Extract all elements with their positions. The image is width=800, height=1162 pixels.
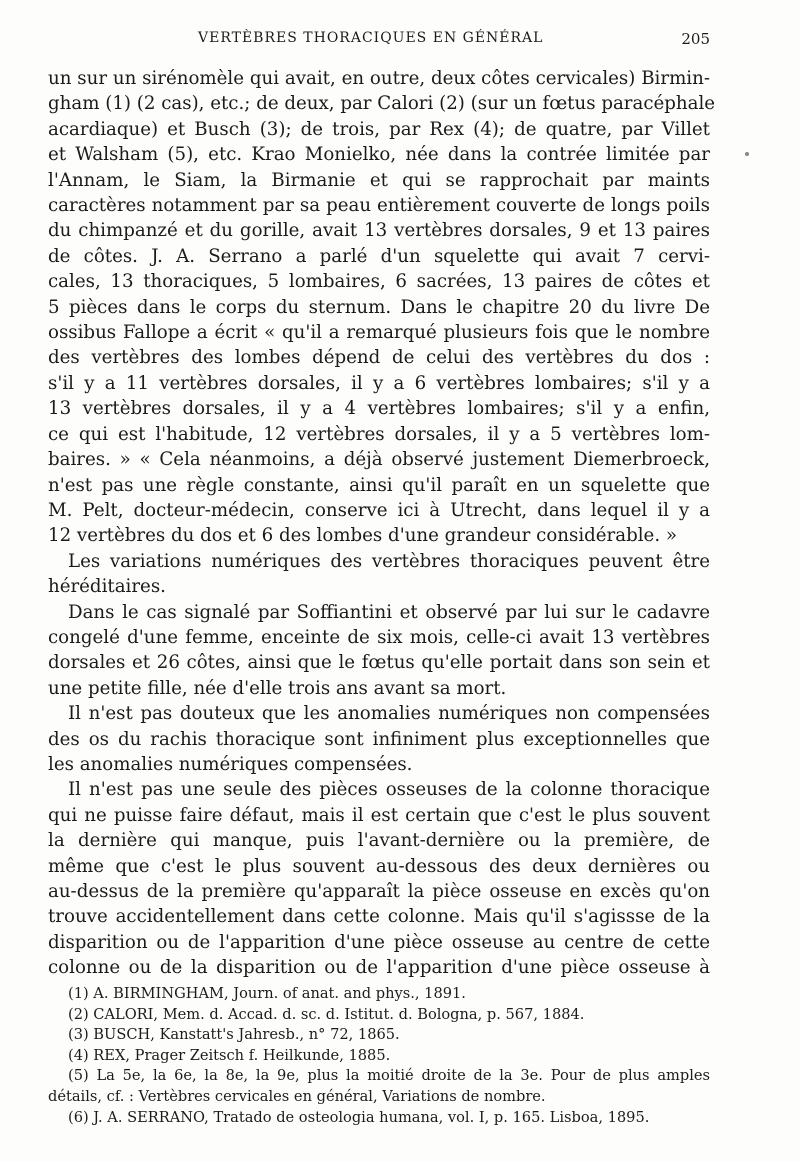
text-line: les anomalies numériques compensées. (48, 753, 413, 775)
text-line: Il n'est pas une seule des pièces osseuses de la colonne thoracique (68, 779, 710, 801)
margin-mark (745, 152, 749, 156)
text-line: des os du rachis thoracique sont infiniment plus exceptionnelles que (48, 728, 710, 750)
text-line: Dans le cas signalé par Soffiantini et observé par lui sur le cadavre (68, 601, 710, 623)
text-line: de côtes. J. A. Serrano a parlé d'un squelette qui avait 7 cervi- (48, 245, 710, 267)
text-line: des vertèbres des lombes dépend de celui des vertèbres du dos : (48, 347, 710, 369)
text-line: du chimpanzé et du gorille, avait 13 vertèbres dorsales, 9 et 13 paires (48, 220, 710, 242)
text-line: ce qui est l'habitude, 12 vertèbres dorsales, il y a 5 vertèbres lom- (48, 423, 710, 445)
text-line: qui ne puisse faire défaut, mais il est certain que c'est le plus souvent (48, 804, 710, 826)
text-line: colonne ou de la disparition ou de l'apparition d'une pièce osseuse à (48, 957, 710, 979)
running-title: VERTÈBRES THORACIQUES EN GÉNÉRAL (198, 30, 544, 46)
text-line: l'Annam, le Siam, la Birmanie et qui se rapprochait par maints (48, 169, 710, 191)
text-line: héréditaires. (48, 576, 166, 598)
text-line: dorsales et 26 côtes, ainsi que le fœtus qu'elle portait dans son sein et (48, 652, 710, 674)
text-line: acardiaque) et Busch (3); de trois, par Rex (4); de quatre, par Villet (48, 118, 710, 140)
text-line: 12 vertèbres du dos et 6 des lombes d'une grandeur considérable. » (48, 525, 678, 547)
text-line: n'est pas une règle constante, ainsi qu'il paraît en un squelette que (48, 474, 710, 496)
text-line: Les variations numériques des vertèbres thoraciques peuvent être (68, 550, 710, 572)
text-line: Il n'est pas douteux que les anomalies numériques non compensées (68, 703, 710, 725)
text-line: un sur un sirénomèle qui avait, en outre, deux côtes cervicales) Birmin- (48, 68, 710, 89)
text-line: congelé d'une femme, enceinte de six mois, celle-ci avait 13 vertèbres (48, 626, 710, 648)
text-line: et Walsham (5), etc. Krao Monielko, née dans la contrée limitée par (48, 144, 710, 166)
text-line: cales, 13 thoraciques, 5 lombaires, 6 sacrées, 13 paires de côtes et (48, 271, 710, 293)
text-line: baires. » « Cela néanmoins, a déjà observé justement Diemerbroeck, (48, 449, 710, 471)
footnote-continuation: détails, cf. : Vertèbres cervicales en général, Variations de nombre. (48, 1087, 546, 1105)
text-line: trouve accidentellement dans cette colonne. Mais qu'il s'agissse de la (48, 906, 710, 928)
text-line: M. Pelt, docteur-médecin, conserve ici à Utrecht, dans lequel il y a (48, 499, 710, 521)
text-line: ossibus Fallope a écrit « qu'il a remarqué plusieurs fois que le nombre (48, 322, 710, 344)
footnote: (6) J. A. SERRANO, Tratado de osteologia humana, vol. I, p. 165. Lisboa, 1895. (68, 1108, 650, 1126)
footnote: (1) A. BIRMINGHAM, Journ. of anat. and phys., 1891. (68, 985, 466, 1002)
text-line: au-dessus de la première qu'apparaît la pièce osseuse en excès qu'on (48, 881, 710, 902)
body-text (48, 66, 716, 981)
footnote: (4) REX, Prager Zeitsch f. Heilkunde, 1885. (68, 1046, 391, 1064)
footnote: (2) CALORI, Mem. d. Accad. d. sc. d. Istitut. d. Bologna, p. 567, 1884. (68, 1005, 585, 1023)
footnotes (48, 984, 710, 1128)
page-header (50, 30, 710, 54)
text-line: gham (1) (2 cas), etc.; de deux, par Calori (2) (sur un fœtus paracéphale (48, 93, 716, 115)
text-line: 13 vertèbres dorsales, il y a 4 vertèbres lombaires; s'il y a enfin, (48, 398, 710, 420)
text-line: 5 pièces dans le corps du sternum. Dans le chapitre 20 du livre De (48, 296, 710, 318)
footnote: (5) La 5e, la 6e, la 8e, la 9e, plus la moitié droite de la 3e. Pour de plus amples (68, 1067, 710, 1085)
footnote: (3) BUSCH, Kanstatt's Jahresb., n° 72, 1865. (68, 1026, 400, 1044)
text-line: une petite fille, née d'elle trois ans avant sa mort. (48, 677, 507, 699)
text-line: même que c'est le plus souvent au-dessous des deux dernières ou (48, 855, 710, 877)
page-number: 205 (681, 30, 710, 48)
text-line: la dernière qui manque, puis l'avant-dernière ou la première, de (48, 830, 710, 852)
text-line: disparition ou de l'apparition d'une pièce osseuse au centre de cette (48, 931, 710, 953)
text-line: s'il y a 11 vertèbres dorsales, il y a 6 vertèbres lombaires; s'il y a (48, 372, 710, 394)
text-line: caractères notamment par sa peau entièrement couverte de longs poils (48, 195, 710, 217)
